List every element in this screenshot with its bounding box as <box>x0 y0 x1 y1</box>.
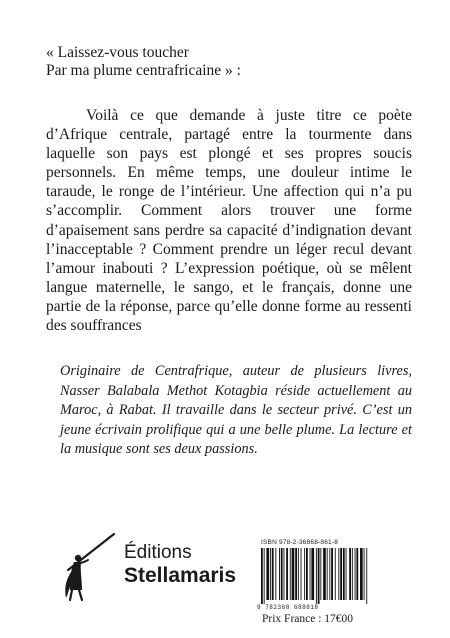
publisher-name <box>124 542 236 589</box>
barcode-bar <box>279 548 280 600</box>
barcode-block <box>257 539 407 611</box>
barcode-bar <box>311 548 314 600</box>
barcode-bar <box>349 548 351 600</box>
barcode-bar <box>266 548 269 600</box>
barcode-bar <box>301 548 302 600</box>
barcode-bar <box>364 548 365 600</box>
price-label: Prix France : 17€00 <box>262 613 354 625</box>
barcode-bar <box>286 548 288 600</box>
barcode-bar <box>304 548 305 600</box>
barcode-bar <box>310 548 311 600</box>
barcode-bar <box>356 548 358 600</box>
epigraph <box>46 44 426 80</box>
book-description: Voilà ce que demande à juste titre ce poète d’Afrique centrale, partagé entre la tourmente dans laquelle son pays est plongé et ses propres soucis personnels. En même temps, une douleur intime le taraude, le ronge de l’intérieur. Une affection qui n’a pu s’accomplir. Comment alors trouver une forme d’apaisement sans perdre sa capacité d’indignation devant l’inacceptable ? Comment prendre un léger recul devant l’amour inabouti ? L’expression poétique, où se mêlent langue maternelle, le sango, et le français, donne une partie de la réponse, parce qu’elle donne forme au ressenti des souffrances <box>46 107 412 335</box>
barcode-bar <box>335 548 336 600</box>
barcode-bar <box>272 548 274 600</box>
publisher-logo <box>62 524 237 624</box>
barcode-bar <box>323 548 326 600</box>
barcode-bar <box>343 548 345 600</box>
barcode-bar <box>298 548 299 600</box>
publisher-line-1: Éditions <box>124 542 192 563</box>
barcode-bar <box>284 548 285 600</box>
barcode-bar <box>366 548 367 604</box>
barcode-bar <box>360 548 363 600</box>
barcode-bar <box>329 548 330 600</box>
barcode-bar <box>352 548 353 600</box>
barcode-bar <box>261 548 263 604</box>
barcode-bar <box>338 548 339 600</box>
barcode-bar <box>270 548 271 600</box>
barcode-bar <box>318 548 320 604</box>
barcode-bar <box>327 548 328 600</box>
author-bio: Originaire de Centrafrique, auteur de plusieurs livres, Nasser Balabala Methot Kotagbia réside actuellement au Maroc, à Rabat. Il travaille dans le secteur privé. C’est un jeune écrivain prolifique qui a une belle plume. La lecture et la musique sont ses deux passions. <box>60 363 412 458</box>
epigraph-line-2: Par ma plume centrafricaine » : <box>46 62 241 79</box>
barcode-bar <box>292 548 295 600</box>
barcode-bar <box>275 548 276 600</box>
barcode-bar <box>264 548 265 604</box>
barcode-bar <box>355 548 356 600</box>
barcode-digits: 9 782368 688618 <box>257 604 319 611</box>
barcode-bar <box>281 548 283 600</box>
barcode-bar <box>320 548 321 600</box>
barcode <box>257 548 407 604</box>
barcode-bar <box>306 548 308 600</box>
barcode-bar <box>331 548 333 600</box>
barcode-bar <box>295 548 297 600</box>
barcode-bar <box>316 548 317 604</box>
publisher-line-2: Stellamaris <box>124 564 237 587</box>
isbn-number: ISBN 978-2-36868-861-8 <box>261 539 339 546</box>
epigraph-line-1: « Laissez-vous toucher <box>46 44 189 61</box>
barcode-bar <box>290 548 291 600</box>
barcode-bar <box>340 548 342 600</box>
barcode-bar <box>346 548 347 600</box>
figure-with-pole-icon <box>62 524 122 614</box>
